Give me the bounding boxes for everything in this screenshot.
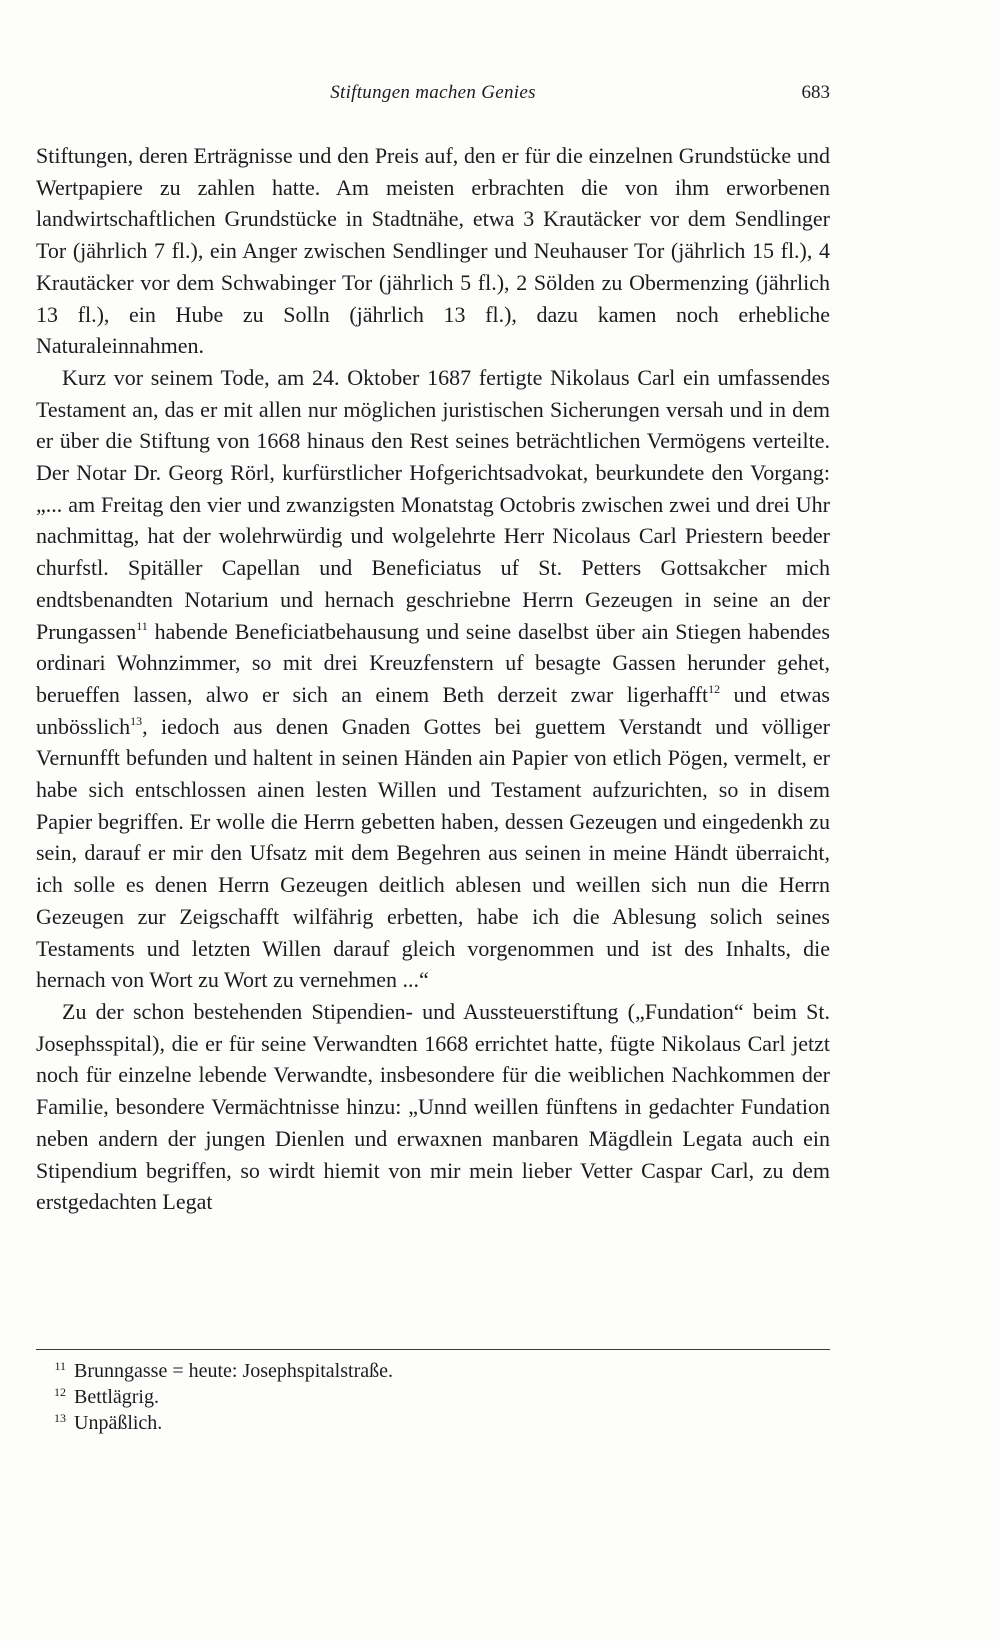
footnote-ref-13[interactable]: 13 (130, 713, 143, 728)
footnote-text: Unpäßlich. (74, 1412, 163, 1434)
footnote-ref-12[interactable]: 12 (708, 681, 721, 696)
footnotes (36, 1358, 830, 1436)
footnote-text: Bettlägrig. (74, 1386, 159, 1408)
paragraph-text: habende Beneficiatbehausung und seine daselbst über ain Stiegen habendes ordinari Wohnzimmer, so mit drei Kreuzfenstern uf besagte Gassen herunder gehet, berueffen lassen, alwo er sich an einem Beth derzeit zwar ligerhafft (36, 618, 830, 707)
paragraph-text: Stiftungen, deren Erträgnisse und den Preis auf, den er für die einzelnen Grundstücke und Wertpapiere zu zahlen hatte. Am meisten erbrachten die von ihm erworbenen landwirtschaftlichen Grundstücke in Stadtnähe, etwa 3 Krautäcker vor dem Sendlinger Tor (jährlich 7 fl.), ein Anger zwischen Sendlinger und Neuhauser Tor (jährlich 15 fl.), 4 Krautäcker vor dem Schwabinger Tor (jährlich 5 fl.), 2 Sölden zu Obermenzing (jährlich 13 fl.), ein Hube zu Solln (jährlich 13 fl.), dazu kamen noch erhebliche Naturaleinnahmen. (36, 143, 830, 359)
footnote-number: 11 (54, 1359, 66, 1373)
footnote-text: Brunngasse = heute: Josephspitalstraße. (74, 1360, 393, 1382)
paragraph-3 (36, 996, 830, 1218)
footnote-number: 13 (54, 1411, 66, 1425)
footnote-rule (36, 1349, 830, 1350)
page-header (36, 82, 830, 112)
footnote-13 (36, 1410, 830, 1436)
paragraph-text: Kurz vor seinem Tode, am 24. Oktober 1687 fertigte Nikolaus Carl ein umfassendes Testament an, das er mit allen nur möglichen juristischen Sicherungen versah und in dem er über die Stiftung von 1668 hinaus den Rest seines beträchtlichen Vermögens verteilte. Der Notar Dr. Georg Rörl, kurfürstlicher Hofgerichtsadvokat, beurkundete den Vorgang: „... am Freitag den vier und zwanzigsten Monatstag Octobris zwischen zwei und drei Uhr nachmittag, hat der wolehrwürdig und wolgelehrte Herr Nicolaus Carl Priestern beeder churfstl. Spitäller Capellan und Beneficiatus uf St. Petters Gottsakcher mich endtsbenandten Notarium und hernach geschriebne Herrn Gezeugen in seine an der Prungassen (36, 364, 830, 644)
page-number: 683 (801, 82, 830, 103)
body-text (36, 140, 830, 1218)
paragraph-1 (36, 140, 830, 362)
footnote-11 (36, 1358, 830, 1384)
running-head: Stiftungen machen Genies (330, 82, 536, 103)
paragraph-text: Zu der schon bestehenden Stipendien- und Aussteuerstiftung („Fundation“ beim St. Josephsspital), die er für seine Verwandten 1668 errichtet hatte, fügte Nikolaus Carl jetzt noch für einzelne lebende Verwandte, insbesondere für die weiblichen Nachkommen der Familie, besondere Vermächtnisse hinzu: „Unnd weillen fünftens in gedachter Fundation neben andern der jungen Dienlen und erwaxnen manbaren Mägdlein Legata auch ein Stipendium begriffen, so wirdt hiemit von mir mein lieber Vetter Caspar Carl, zu dem erstgedachten Legat (36, 998, 830, 1215)
footnote-number: 12 (54, 1385, 66, 1399)
paragraph-text: , iedoch aus denen Gnaden Gottes bei guettem Verstandt und völliger Vernunfft befunden und haltent in seinen Händen ain Papier von etlich Pögen, vermelt, er habe sich entschlossen ainen lesten Willen und Testament aufzurichten, so in disem Papier begriffen. Er wolle die Herrn gebetten haben, dessen Gezeugen und eingedenkh zu sein, darauf er mir den Ufsatz mit dem Begehren aus seinen in meine Händt überraicht, ich solle es denen Herrn Gezeugen deitlich ablesen und weillen sich nun die Herrn Gezeugen zur Zeigschafft wilfährig erbetten, habe ich die Ablesung solich seines Testaments und letzten Willen darauf gleich vorgenommen und ist des Inhalts, die hernach von Wort zu Wort zu vernehmen ...“ (36, 713, 830, 993)
paragraph-2 (36, 362, 830, 996)
footnote-ref-11[interactable]: 11 (136, 618, 148, 633)
footnote-12 (36, 1384, 830, 1410)
paragraph-text: und etwas unbösslich (36, 681, 830, 739)
